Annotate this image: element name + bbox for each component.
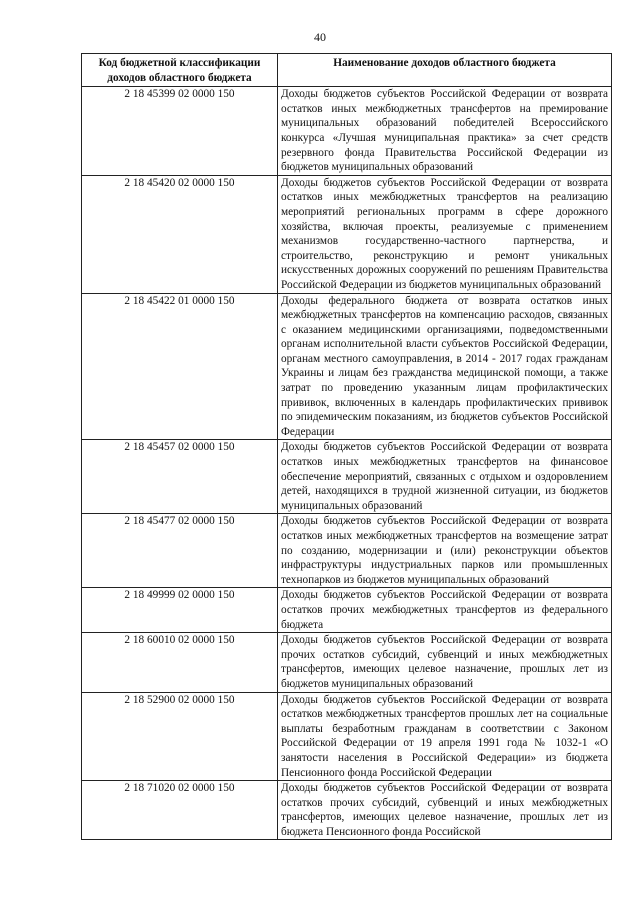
table-row [82,588,612,633]
row-code: 2 18 45457 02 0000 150 [82,440,278,514]
row-name: Доходы бюджетов субъектов Российской Федерации от возврата остатков иных межбюджетных трансфертов на премирование муниципальных образований победителей Всероссийского конкурса «Лучшая муниципальная практика» за счет средств резервного фонда Правительства Российской Федерации из бюджетов муниципальных образований [278,87,612,176]
row-name: Доходы бюджетов субъектов Российской Федерации от возврата остатков прочих межбюджетных трансфертов из федерального бюджета [278,588,612,633]
table-row [82,781,612,840]
table-row [82,692,612,781]
table-row [82,633,612,692]
table-row [82,87,612,176]
table-row [82,293,612,440]
table-row [82,440,612,514]
row-name: Доходы бюджетов субъектов Российской Федерации от возврата остатков иных межбюджетных трансфертов на реализацию мероприятий региональных программ в сфере дорожного хозяйства, включая проекты, реализуемые с применением механизмов государственно-частного партнерства, и строительство, реконструкцию и ремонт уникальных искусственных дорожных сооружений по решениям Правительства Российской Федерации из бюджетов муниципальных образований [278,175,612,293]
row-code: 2 18 45477 02 0000 150 [82,514,278,588]
header-code: Код бюджетной классификации доходов областного бюджета [82,54,278,87]
row-code: 2 18 49999 02 0000 150 [82,588,278,633]
row-code: 2 18 71020 02 0000 150 [82,781,278,840]
table-row [82,175,612,293]
row-name: Доходы федерального бюджета от возврата остатков иных межбюджетных трансфертов на компенсацию расходов, связанных с оказанием медицинскими организациями, подведомственными органам исполнительной власти субъектов Российской Федерации, органам местного самоуправления, в 2014 - 2017 годах гражданам Украины и лицам без гражданства медицинской помощи, а также затрат по проведению указанным лицам профилактических прививок, включенных в календарь профилактических прививок по эпидемическим показаниям, из бюджетов субъектов Российской Федерации [278,293,612,440]
page-number: 40 [314,30,326,44]
header-name: Наименование доходов областного бюджета [278,54,612,87]
row-name: Доходы бюджетов субъектов Российской Федерации от возврата прочих остатков субсидий, субвенций и иных межбюджетных трансфертов, имеющих целевое назначение, прошлых лет из бюджетов муниципальных образований [278,633,612,692]
budget-classification-table [81,53,612,840]
row-code: 2 18 45399 02 0000 150 [82,87,278,176]
table-row [82,514,612,588]
row-code: 2 18 45422 01 0000 150 [82,293,278,440]
row-code: 2 18 60010 02 0000 150 [82,633,278,692]
row-name: Доходы бюджетов субъектов Российской Федерации от возврата остатков иных межбюджетных трансфертов на возмещение затрат по созданию, модернизации и (или) реконструкции объектов инфраструктуры индустриальных парков или промышленных технопарков из бюджетов муниципальных образований [278,514,612,588]
row-name: Доходы бюджетов субъектов Российской Федерации от возврата остатков иных межбюджетных трансфертов на финансовое обеспечение мероприятий, связанных с отдыхом и оздоровлением детей, находящихся в трудной жизненной ситуации, из бюджетов муниципальных образований [278,440,612,514]
row-name: Доходы бюджетов субъектов Российской Федерации от возврата остатков межбюджетных трансфертов прошлых лет на социальные выплаты безработным гражданам в соответствии с Законом Российской Федерации от 19 апреля 1991 года № 1032-1 «О занятости населения в Российской Федерации» из бюджета Пенсионного фонда Российской Федерации [278,692,612,781]
table-header-row [82,54,612,87]
row-code: 2 18 52900 02 0000 150 [82,692,278,781]
row-code: 2 18 45420 02 0000 150 [82,175,278,293]
row-name: Доходы бюджетов субъектов Российской Федерации от возврата остатков прочих субсидий, субвенций и иных межбюджетных трансфертов, имеющих целевое назначение, прошлых лет из бюджета Пенсионного фонда Российской [278,781,612,840]
